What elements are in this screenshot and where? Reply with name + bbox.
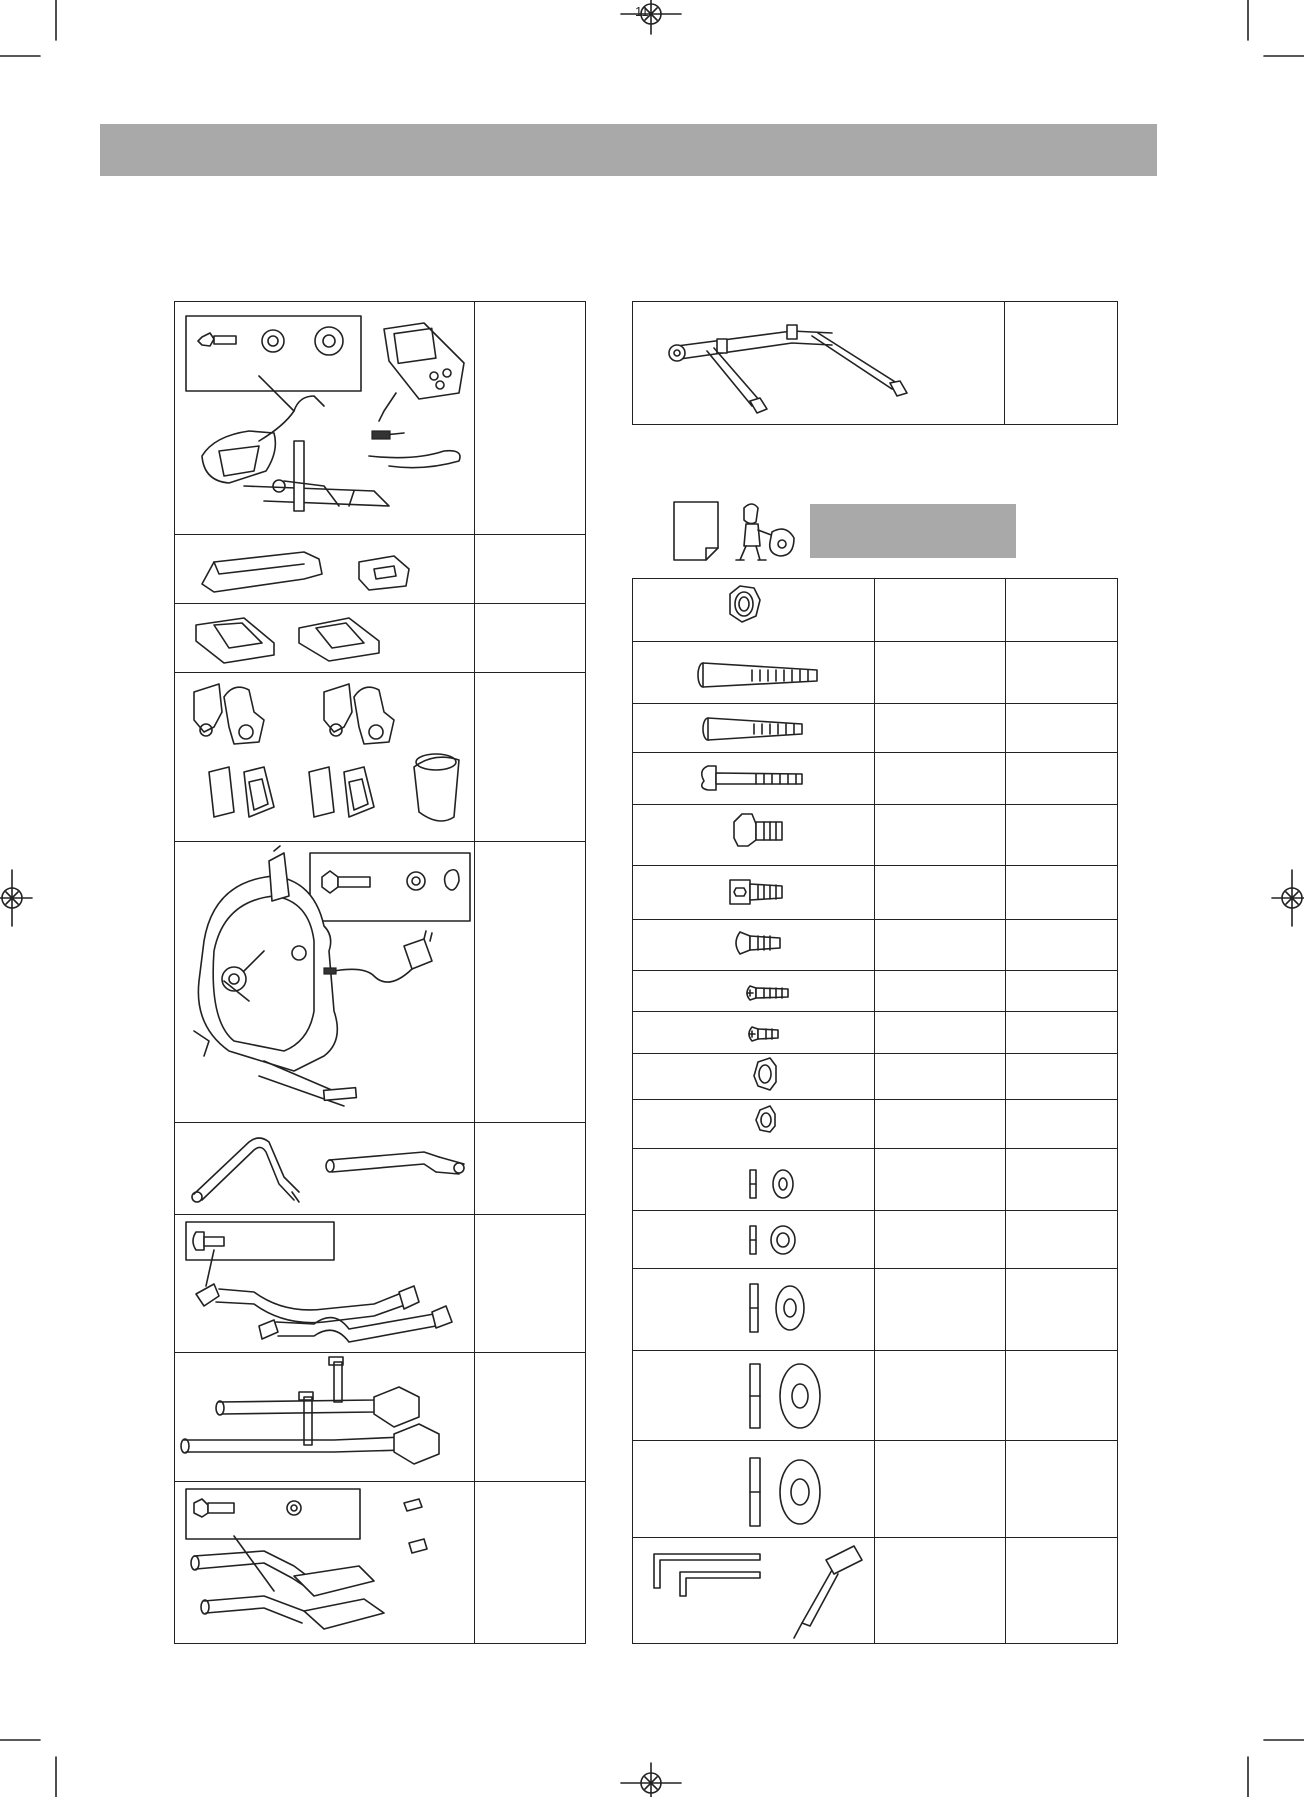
hardware-mascot-icon (732, 498, 800, 564)
page-number: 11 (635, 4, 649, 19)
handlebar-console-illustration (174, 301, 474, 534)
flange-nut-icon (730, 586, 760, 622)
small-washer-icon (750, 1170, 793, 1198)
section-header-band (100, 124, 1157, 176)
spring-washer-icon (750, 1226, 795, 1254)
curved-washer-icon (750, 1458, 820, 1526)
main-frame-illustration (174, 841, 474, 1122)
socket-bolt-icon (730, 880, 782, 904)
bolt-icon (322, 871, 370, 893)
large-washer-icon (750, 1364, 820, 1428)
pedal-arms-illustration (174, 1481, 474, 1644)
hardware-illustrations (632, 578, 874, 1644)
socket-wrench-icon (794, 1546, 862, 1638)
stabilizer-illustration (632, 301, 1004, 425)
qty-column-divider (1004, 301, 1005, 425)
nylon-nut-small-icon (756, 1106, 775, 1132)
bolt-icon (193, 1232, 224, 1250)
bolt-icon (194, 1499, 234, 1517)
power-adapter-icon (324, 931, 432, 982)
console-icon (379, 323, 464, 421)
phillips-screw-long-icon (747, 986, 788, 1000)
size-column-divider (874, 578, 875, 1644)
nylon-nut-large-icon (754, 1058, 776, 1090)
hex-bolt-icon (734, 814, 782, 846)
medium-bolt-icon (703, 718, 802, 740)
qty-column-divider (474, 301, 475, 1644)
document-icon (672, 500, 722, 562)
cable-icon (369, 431, 460, 468)
bolt-icon (198, 333, 236, 346)
qty-column-divider (1005, 578, 1006, 1644)
joint-covers-illustration (174, 672, 474, 841)
crank-arms-illustration (174, 1352, 474, 1481)
countersunk-bolt-icon (736, 932, 780, 954)
carriage-bolt-icon (702, 766, 802, 790)
medium-washer-icon (750, 1284, 804, 1332)
allen-wrench-icon (654, 1554, 760, 1596)
pedal-rods-illustration (174, 1214, 474, 1352)
phillips-screw-short-icon (749, 1027, 778, 1041)
long-bolt-icon (698, 663, 817, 687)
pedals-illustration (174, 603, 474, 672)
rear-covers-illustration (174, 534, 474, 603)
handle-bars-illustration (174, 1122, 474, 1214)
hardware-title-band (810, 504, 1016, 558)
